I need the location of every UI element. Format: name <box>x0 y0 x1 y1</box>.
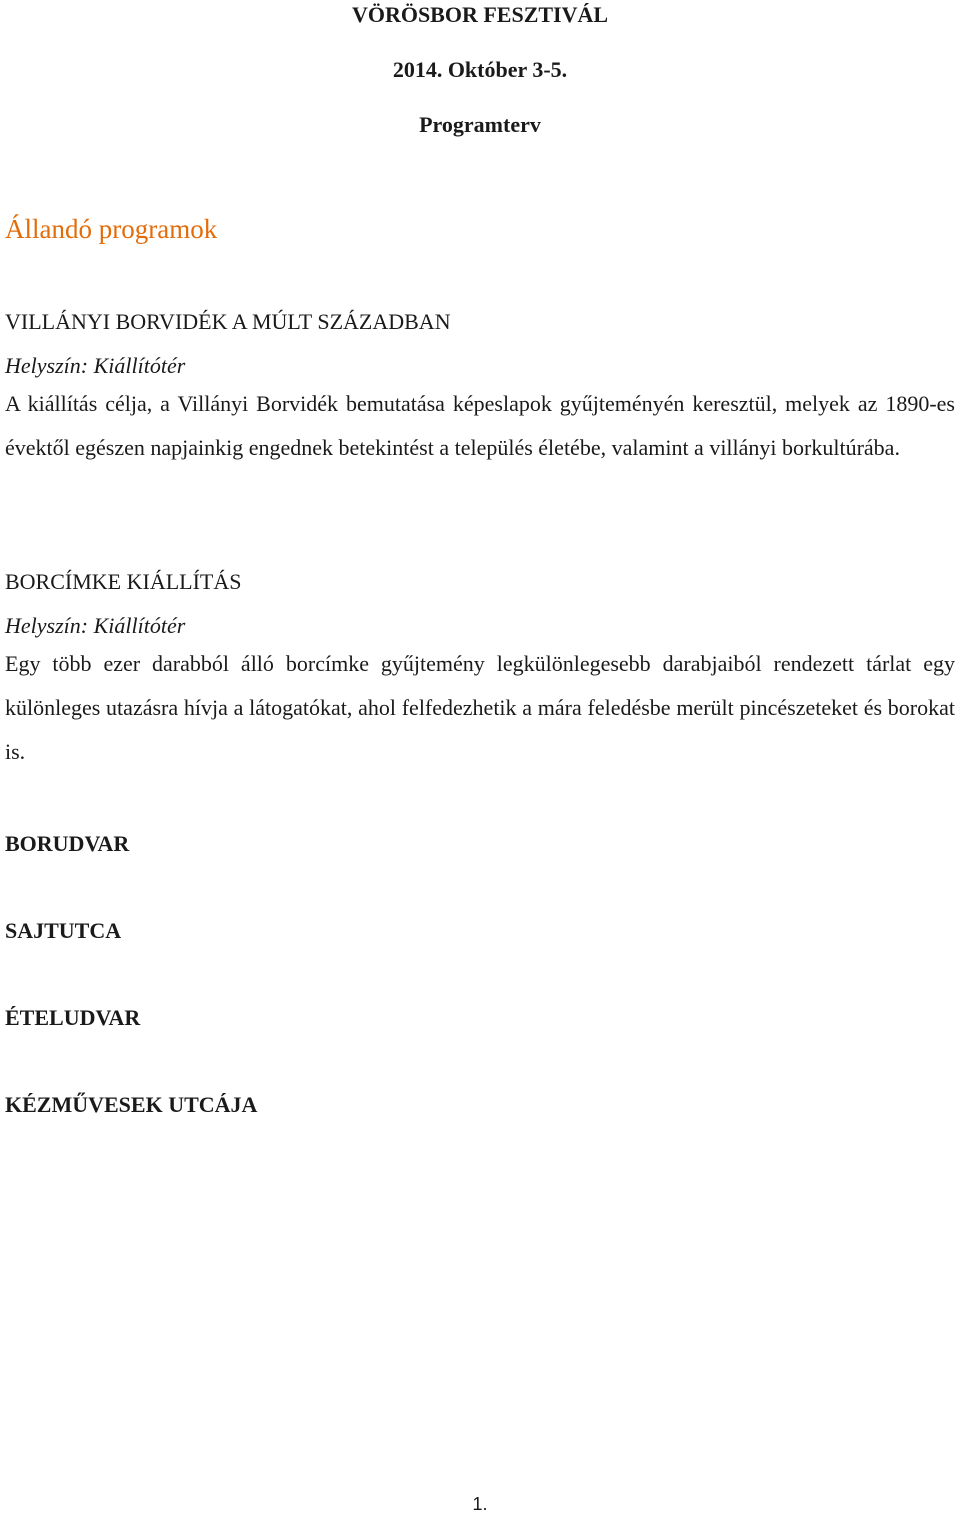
program-title-kezmuvesek-utcaja: KÉZMŰVESEK UTCÁJA <box>5 1092 258 1117</box>
program-title-eteludvar: ÉTELUDVAR <box>5 1005 141 1030</box>
program-description: Egy több ezer darabból álló borcímke gyűjtemény legkülönlegesebb darabjaiból rendezett tárlat egy különleges utazásra hívja a látogatókat, ahol felfedezhetik a mára feledésbe merült pincészeteket és borokat is. <box>5 651 955 764</box>
section-heading-permanent-programs: Állandó programok <box>5 214 218 244</box>
program-location: Helyszín: Kiállítótér <box>5 613 186 638</box>
program-block-villanyi-borvidek <box>5 308 955 470</box>
document-subtitle: Programterv <box>419 112 541 137</box>
page-number: 1. <box>472 1494 488 1514</box>
program-title-borudvar: BORUDVAR <box>5 831 130 856</box>
program-description: A kiállítás célja, a Villányi Borvidék bemutatása képeslapok gyűjteményén keresztül, melyek az 1890-es évektől egészen napjainkig engednek betekintést a település életébe, valamint a villányi borkultúrába. <box>5 391 955 460</box>
festival-date: 2014. Október 3-5. <box>392 57 568 82</box>
program-title-sajtutca: SAJTUTCA <box>5 918 122 943</box>
program-title: VILLÁNYI BORVIDÉK A MÚLT SZÁZADBAN <box>5 309 451 334</box>
program-block-borcimke-kiallitas <box>5 568 955 774</box>
program-title: BORCÍMKE KIÁLLÍTÁS <box>5 569 242 594</box>
document-title: VÖRÖSBOR FESZTIVÁL <box>351 2 609 27</box>
program-location: Helyszín: Kiállítótér <box>5 353 186 378</box>
